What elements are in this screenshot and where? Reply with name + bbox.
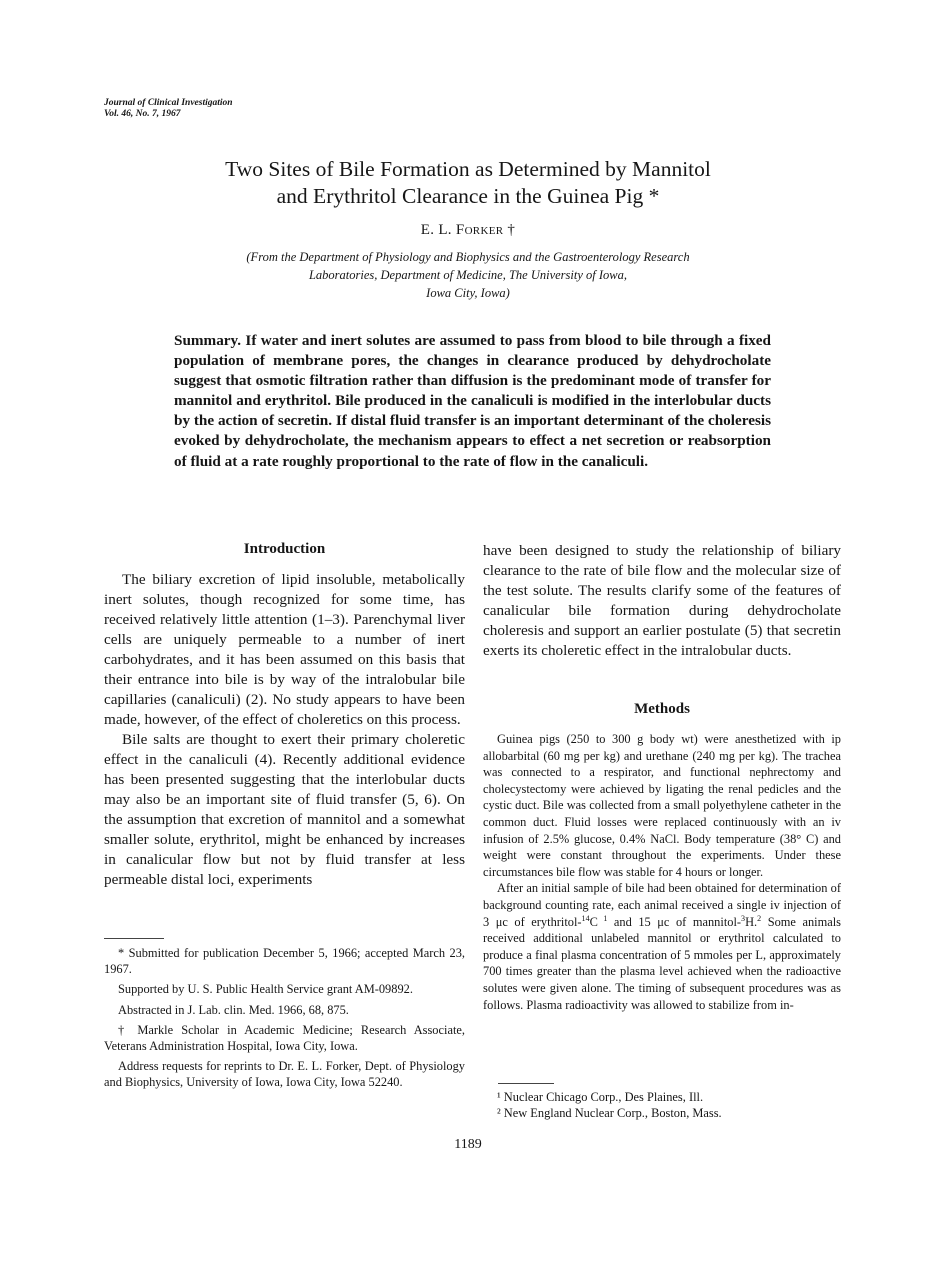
footnote-divider-left (104, 938, 164, 939)
author-line (150, 222, 786, 239)
methods-body (483, 731, 841, 1013)
footnote-submitted: * Submitted for publication December 5, 1966; accepted March 23, 1967. (104, 946, 465, 977)
footnote-markle: † Markle Scholar in Academic Medicine; Research Associate, Veterans Administration Hospital, Iowa City, Iowa. (104, 1022, 465, 1054)
methods-p2-text-c: and 15 μc of mannitol- (607, 914, 742, 929)
methods-p2-text-d: H. (745, 914, 758, 929)
introduction-paragraph-continued: have been designed to study the relationship of biliary clearance to the rate of bile flow and the molecular size of the test solute. The results clarify some of the features of canalicular bile formation during dehydrocholate choleresis and support an earlier postulate (5) that secretin exerts its choleretic effect in the intralobular ducts. (483, 542, 841, 659)
journal-citation (104, 98, 233, 120)
introduction-paragraph-1: The biliary excretion of lipid insoluble, metabolically inert solutes, though recognized for some time, has received relatively little attention (1–3). Parenchymal liver cells are uniquely permeable to a number of inert carbohydrates, and it has been assumed on this basis that their entrance into bile is by way of the intralobular bile capillaries (canaliculi) (2). No study appears to have been made, however, of the effect of choleretics on this process. (104, 571, 465, 728)
journal-name: Journal of Clinical Investigation (104, 98, 233, 108)
footnotes-left (104, 945, 465, 1095)
journal-volume: Vol. 46, No. 7, 1967 (104, 109, 181, 119)
methods-paragraph-2 (483, 880, 841, 1013)
introduction-body (104, 570, 465, 890)
summary-paragraph: Summary. If water and inert solutes are assumed to pass from blood to bile through a fixed population of membrane pores, the changes in clearance produced by dehydrocholate suggest that osmotic filtration rather than diffusion is the predominant mode of transfer for mannitol and erythritol. Bile produced in the canaliculi is modified in the interlobular ducts by the action of secretin. If distal fluid transfer is an important determinant of the choleresis evoked by dehydrocholate, the mechanism appears to effect a net secretion or reabsorption of fluid at a rate roughly proportional to the rate of flow in the canaliculi. (174, 332, 771, 470)
affiliation-line-1: (From the Department of Physiology and Biophysics and the Gastroenterology Research (246, 250, 690, 264)
introduction-paragraph-2: Bile salts are thought to exert their primary choleretic effect in the canaliculi (4). Recently additional evidence has been presented suggesting that the interlobular ducts may also be an important site of fluid transfer (5, 6). On the assumption that excretion of mannitol and a somewhat smaller solute, erythritol, might be enhanced by increases in canalicular flow but not by fluid transfer at less permeable distal loci, experiments (104, 731, 465, 888)
footnote-supported: Supported by U. S. Public Health Service grant AM-09892. (118, 982, 413, 997)
methods-p2-text-b: C (589, 914, 598, 929)
methods-paragraph-1: Guinea pigs (250 to 300 g body wt) were anesthetized with ip allobarbital (60 mg per kg) and urethane (240 mg per kg). The trachea was connected to a respirator, and functional nephrectomy and cholecystectomy were achieved by ligating the renal pedicles and the cystic duct. Bile was collected from a small polyethylene catheter in the common duct. Fluid losses were replaced continuously with an iv infusion of 2.5% glucose, 0.4% NaCl. Body temperature (38° C) and weight were constant throughout the experiments. Under these circumstances bile flow was stable for 4 hours or longer. (483, 732, 841, 879)
affiliation (150, 248, 786, 302)
introduction-continued (483, 541, 841, 661)
methods-p2-text-a: After an initial sample of bile had been obtained for determination of background counting rate, each animal received a single iv injection of 3 μc of erythritol- (483, 881, 841, 929)
affiliation-line-3: Iowa City, Iowa) (426, 286, 510, 300)
page-number: 1189 (454, 1137, 482, 1152)
footnote-divider-right (498, 1083, 554, 1084)
introduction-heading: Introduction (243, 541, 326, 557)
footnote-new-england-nuclear: ² New England Nuclear Corp., Boston, Mass. (497, 1106, 722, 1121)
footnote-abstracted: Abstracted in J. Lab. clin. Med. 1966, 68, 875. (118, 1002, 349, 1017)
title-line-1: Two Sites of Bile Formation as Determined by Mannitol (225, 157, 711, 181)
footnote-address: Address requests for reprints to Dr. E. L. Forker, Dept. of Physiology and Biophysics, University of Iowa, Iowa City, Iowa 52240. (104, 1059, 465, 1090)
methods-heading: Methods (634, 701, 690, 717)
footnotes-right (483, 1089, 841, 1122)
title-line-2: and Erythritol Clearance in the Guinea Pig * (276, 184, 660, 208)
isotope-3-superscript: 3 (741, 913, 746, 923)
author-mark: † (503, 222, 516, 238)
isotope-14-superscript: 14 (581, 913, 590, 923)
footnote-nuclear-chicago: ¹ Nuclear Chicago Corp., Des Plaines, Ill. (497, 1090, 704, 1104)
author-surname: Forker (455, 222, 504, 238)
affiliation-line-2: Laboratories, Department of Medicine, The University of Iowa, (308, 268, 628, 282)
footnote-ref-2: 2 (757, 913, 762, 923)
footnote-ref-1: 1 (597, 913, 608, 923)
methods-p2-text-e: Some animals received additional unlabeled mannitol or erythritol calculated to produce a final plasma concentration of 5 mmoles per L, approximately 700 times greater than the plasma level achieved when the radioactive solutes were given alone. The timing of subsequent procedures was as follows. Plasma radioactivity was allowed to stabilize from in- (483, 914, 841, 1012)
author-initials: E. L. (420, 222, 456, 238)
article-title (150, 156, 786, 210)
